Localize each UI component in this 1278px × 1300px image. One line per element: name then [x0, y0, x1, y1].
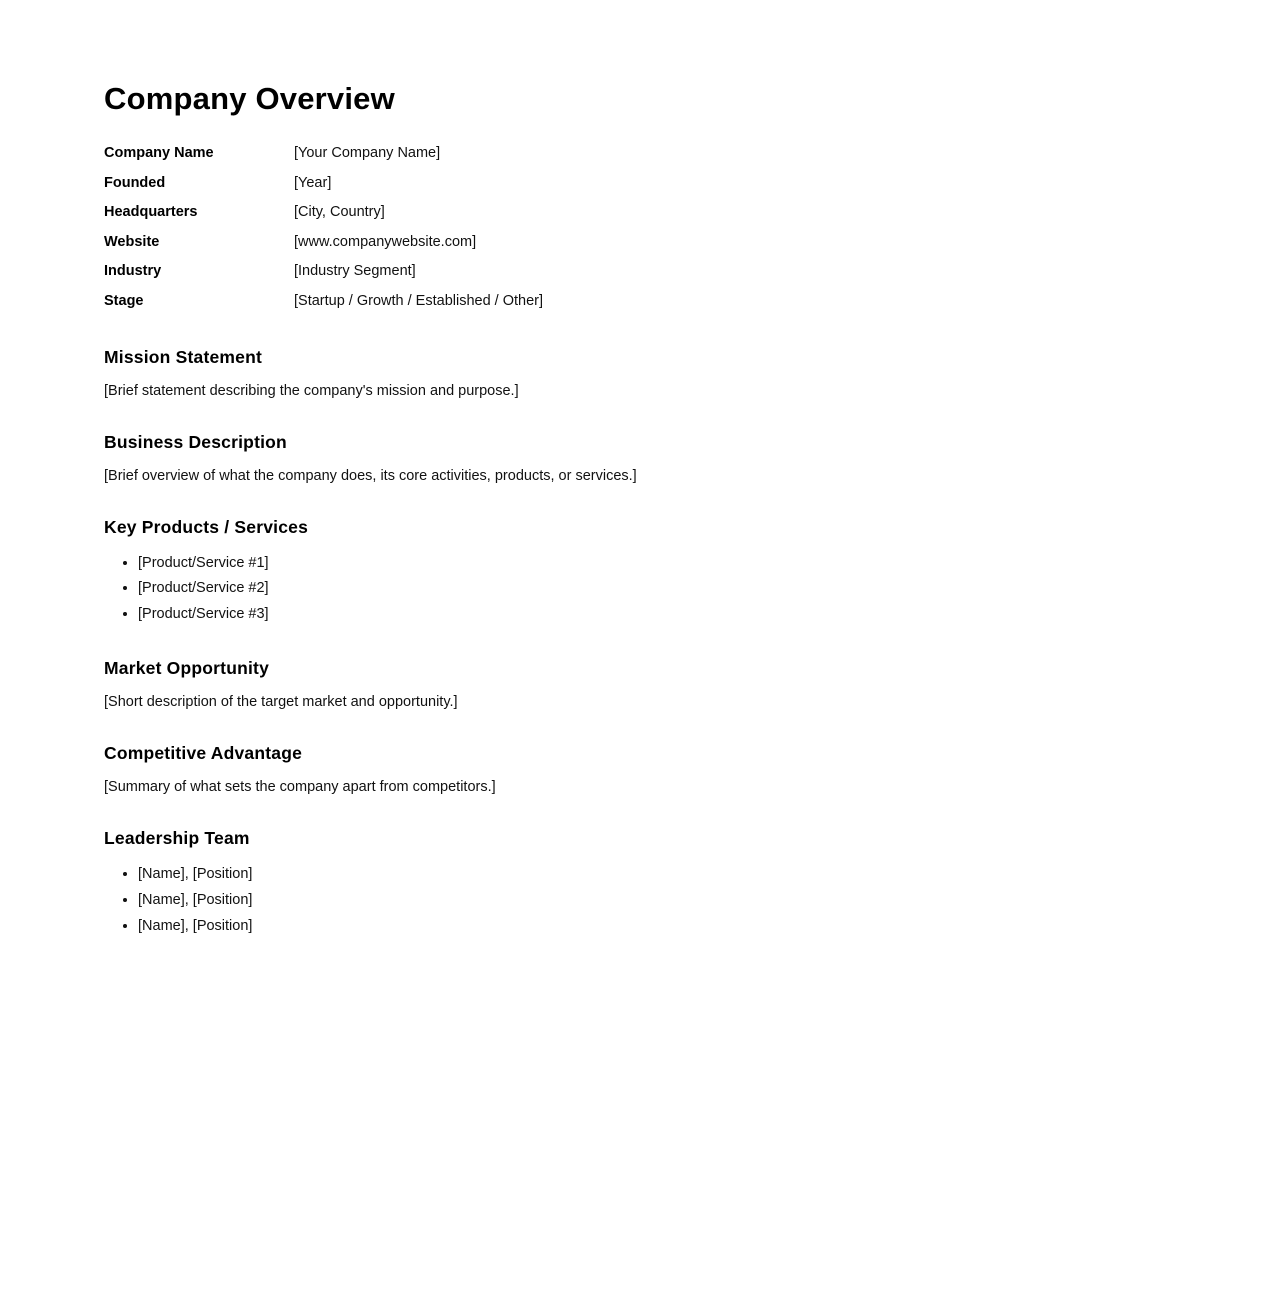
list-item: • [Product/Service #2]	[138, 576, 1174, 602]
section-body-business-description: [Brief overview of what the company does, its core activities, products, or services.]	[104, 467, 637, 484]
fact-value-industry: [Industry Segment]	[294, 263, 416, 280]
fact-label-company-name: Company Name	[104, 145, 214, 162]
fact-label-founded: Founded	[104, 174, 166, 191]
fact-label-industry: Industry	[104, 263, 162, 280]
section-heading-leadership-team: Leadership Team	[104, 828, 250, 849]
section-heading-competitive-advantage: Competitive Advantage	[104, 743, 303, 763]
section-heading-business-description: Business Description	[104, 431, 287, 452]
page-title: Company Overview	[104, 81, 395, 116]
section-body-competitive-advantage: [Summary of what sets the company apart from competitors.]	[104, 779, 496, 795]
table-row	[104, 198, 543, 228]
section-body-mission: [Brief statement describing the company's mission and purpose.]	[104, 382, 519, 399]
list-item: • [Product/Service #1]	[138, 551, 1174, 577]
section-heading-key-products: Key Products / Services	[104, 516, 309, 537]
section-heading-market-opportunity: Market Opportunity	[104, 657, 269, 678]
fact-value-stage: [Startup / Growth / Established / Other]	[294, 293, 544, 309]
company-facts-table	[104, 139, 543, 316]
table-row	[104, 169, 543, 199]
list-item: • [Name], [Position]	[138, 862, 1174, 888]
fact-label-website: Website	[104, 233, 160, 250]
fact-value-founded: [Year]	[294, 174, 332, 191]
section-list-leadership-team	[104, 862, 1174, 939]
table-row	[104, 287, 543, 317]
fact-value-headquarters: [City, Country]	[294, 204, 385, 221]
fact-value-company-name: [Your Company Name]	[294, 145, 441, 162]
table-row	[104, 139, 543, 169]
fact-label-headquarters: Headquarters	[104, 204, 198, 221]
list-item: • [Product/Service #3]	[138, 602, 1174, 628]
table-row	[104, 228, 543, 258]
table-row	[104, 257, 543, 287]
fact-label-stage: Stage	[104, 293, 144, 309]
list-item: • [Name], [Position]	[138, 888, 1174, 914]
section-body-market-opportunity: [Short description of the target market and opportunity.]	[104, 693, 458, 710]
fact-value-website: [www.companywebsite.com]	[294, 233, 477, 250]
section-heading-mission: Mission Statement	[104, 346, 263, 367]
list-item: • [Name], [Position]	[138, 914, 1174, 940]
section-list-key-products	[104, 551, 1174, 628]
